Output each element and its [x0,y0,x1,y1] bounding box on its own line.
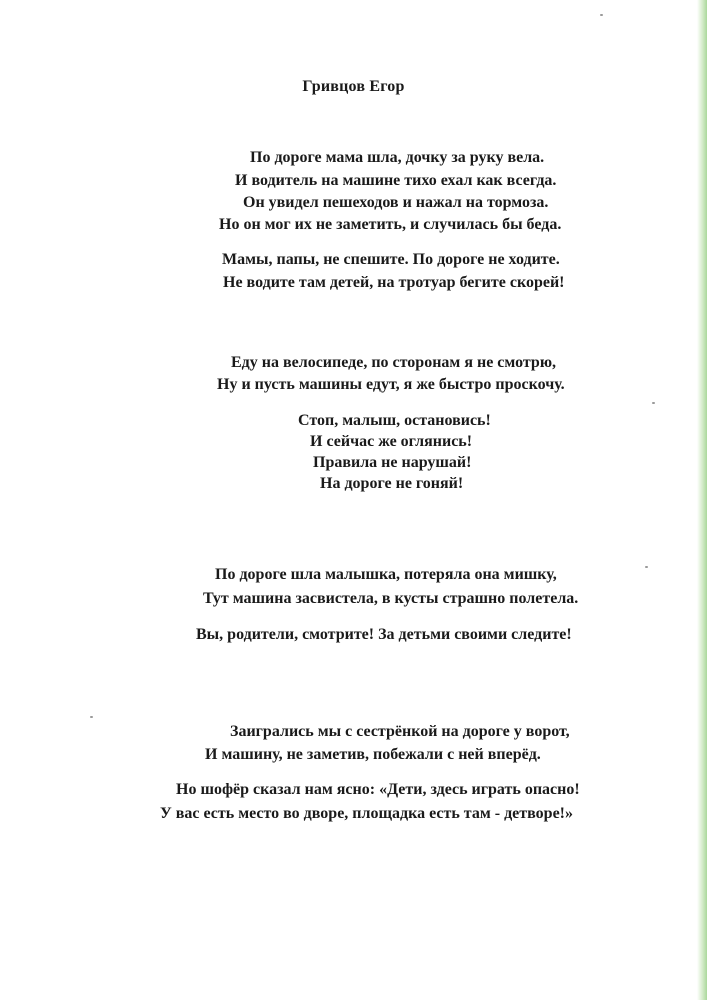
poem-line: Ну и пусть машины едут, я же быстро проскочу. [217,376,565,393]
poem-line: Правила не нарушай! [313,454,472,471]
poem-line: У вас есть место во дворе, площадка есть там - детворе!» [160,805,573,822]
poem-line: На дороге не гоняй! [320,475,464,492]
poem-line: Мамы, папы, не спешите. По дороге не ходите. [222,251,560,268]
poem-line: Он увидел пешеходов и нажал на тормоза. [243,194,549,211]
poem-line: Не водите там детей, на тротуар бегите скорей! [223,274,565,291]
poem-line: По дороге шла малышка, потеряла она мишку, [215,566,557,583]
author-name: Гривцов Егор [302,78,405,95]
scan-edge-shadow [697,0,707,1000]
poem-line: Но шофёр сказал нам ясно: «Дети, здесь играть опасно! [176,781,580,798]
poem-line: Еду на велосипеде, по сторонам я не смотрю, [231,354,557,371]
poem-line: Тут машина засвистела, в кусты страшно полетела. [203,590,579,607]
scan-speck [600,14,603,16]
scan-speck [652,402,655,404]
poem-line: И машину, не заметив, побежали с ней вперёд. [205,746,541,763]
scan-speck [90,716,93,718]
poem-line: Но он мог их не заметить, и случилась бы беда. [219,216,562,233]
scan-speck [645,566,648,568]
poem-line: Стоп, малыш, остановись! [298,412,491,429]
poem-line: Заигрались мы с сестрёнкой на дороге у ворот, [230,723,570,740]
poem-line: По дороге мама шла, дочку за руку вела. [250,149,545,166]
poem-line: И сейчас же оглянись! [310,433,473,450]
poem-line: И водитель на машине тихо ехал как всегда. [235,172,557,189]
poem-line: Вы, родители, смотрите! За детьми своими следите! [196,626,572,643]
